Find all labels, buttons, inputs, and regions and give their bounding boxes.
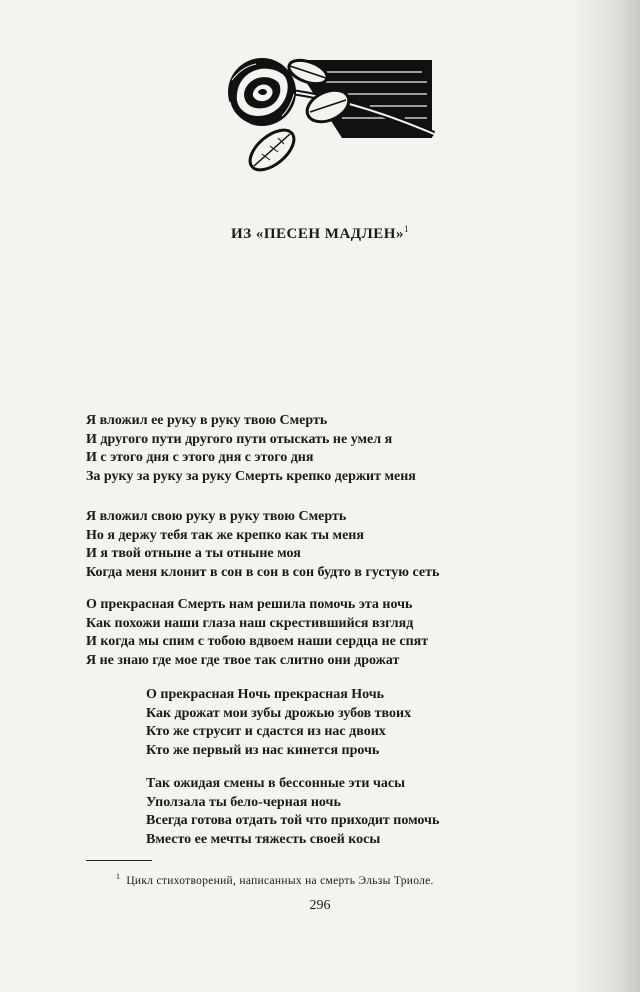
stanza-4 — [146, 686, 411, 760]
verse-line: И я твой отныне а ты отныне моя — [86, 546, 301, 561]
verse-line: И с этого дня с этого дня с этого дня — [86, 450, 314, 465]
verse-line: Я вложил свою руку в руку твою Смерть — [86, 509, 347, 524]
poem-title — [0, 224, 640, 243]
verse-line: Уползала ты бело-черная ночь — [146, 794, 341, 810]
footnote-divider — [86, 860, 152, 861]
verse-line: Кто же первый из нас кинется прочь — [146, 742, 380, 758]
footnote-mark: 1 — [403, 224, 409, 234]
footnote-number: 1 — [116, 872, 121, 881]
verse-line: Всегда готова отдать той что приходит помочь — [146, 813, 440, 828]
verse-line: О прекрасная Смерть нам решила помочь эта ночь — [86, 597, 413, 612]
verse-line: Когда меня клонит в сон в сон в сон будто в густую сеть — [86, 564, 440, 580]
verse-line: Вместо ее мечты тяжесть своей косы — [146, 831, 381, 847]
verse-line: Кто же струсит и сдастся из нас двоих — [146, 724, 386, 739]
verse-line: Я не знаю где мое где твое так слитно они дрожат — [86, 652, 400, 668]
stanza-2 — [86, 508, 439, 582]
verse-line: Я вложил ее руку в руку твою Смерть — [86, 413, 328, 428]
verse-line: За руку за руку за руку Смерть крепко держит меня — [86, 468, 416, 484]
verse-line: Но я держу тебя так же крепко как ты меня — [86, 527, 364, 543]
poem-title-text: ИЗ «ПЕСЕН МАДЛЕН» — [231, 226, 404, 242]
verse-line: И другого пути другого пути отыскать не умел я — [86, 431, 393, 447]
footnote — [116, 872, 434, 887]
verse-line: И когда мы спим с тобою вдвоем наши сердца не спят — [86, 634, 429, 649]
verse-line: О прекрасная Ночь прекрасная Ночь — [146, 687, 385, 702]
verse-line: Как похожи наши глаза наш скрестившийся взгляд — [86, 615, 414, 631]
verse-line: Как дрожат мои зубы дрожью зубов твоих — [146, 705, 412, 721]
footnote-text: Цикл стихотворений, написанных на смерть Эльзы Триоле. — [126, 874, 434, 887]
stanza-3 — [86, 596, 428, 670]
verse-line: Так ожидая смены в бессонные эти часы — [146, 776, 406, 791]
stanza-1 — [86, 412, 416, 486]
page-edge-shadow — [570, 0, 640, 992]
page-number: 296 — [309, 898, 331, 913]
stanza-5 — [146, 775, 439, 849]
rose-illustration-icon — [222, 50, 436, 176]
